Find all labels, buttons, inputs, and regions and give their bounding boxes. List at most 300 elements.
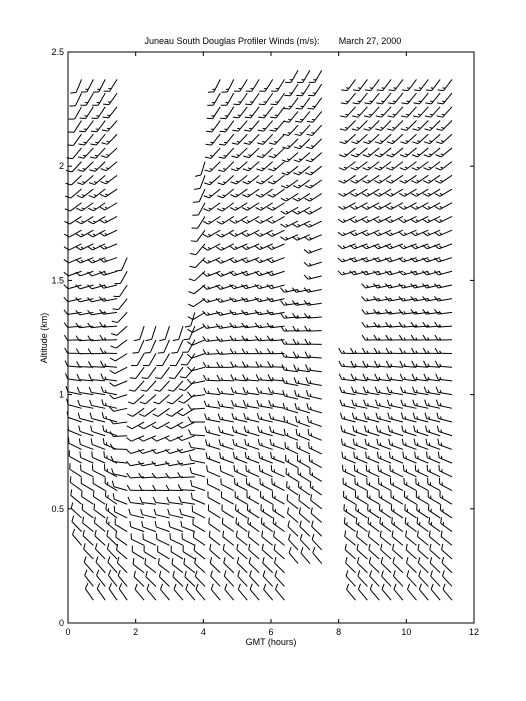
- barb-full: [426, 439, 427, 445]
- barb-full: [394, 584, 396, 590]
- barb-shaft: [222, 230, 234, 237]
- barb-shaft: [366, 432, 379, 436]
- barb-shaft: [275, 134, 285, 144]
- barb-full: [88, 247, 93, 250]
- barb-full: [257, 400, 259, 406]
- barb-full: [281, 186, 286, 188]
- barb-full: [304, 224, 309, 227]
- barb-full: [364, 103, 370, 104]
- barb-shaft: [224, 576, 234, 586]
- barb-full: [238, 570, 240, 576]
- barb-full: [242, 362, 245, 367]
- barb-shaft: [191, 408, 205, 409]
- barb-shaft: [272, 471, 285, 477]
- barb-shaft: [344, 510, 356, 518]
- wind-barb: [304, 221, 322, 227]
- barb-full: [402, 103, 408, 104]
- wind-barb: [269, 400, 285, 408]
- barb-full: [219, 144, 225, 145]
- wind-barb: [99, 258, 117, 263]
- barb-half: [368, 141, 371, 142]
- wind-barb: [393, 557, 403, 573]
- wind-barb: [154, 509, 169, 518]
- barb-full: [127, 414, 132, 417]
- wind-barb: [107, 543, 117, 559]
- barb-full: [108, 557, 110, 563]
- barb-shaft: [419, 93, 428, 104]
- barb-shaft: [158, 564, 169, 573]
- barb-full: [402, 90, 408, 91]
- x-tick-label: 10: [401, 627, 412, 637]
- barb-shaft: [263, 576, 273, 586]
- barb-full: [443, 584, 445, 590]
- wind-barb: [366, 465, 379, 477]
- wind-barb: [84, 543, 94, 559]
- barb-full: [340, 129, 346, 131]
- barb-full: [381, 557, 383, 563]
- wind-barb: [95, 543, 105, 559]
- barb-shaft: [265, 93, 273, 105]
- barb-shaft: [80, 444, 93, 449]
- barb-half: [440, 233, 442, 235]
- barb-full: [245, 117, 251, 118]
- barb-full: [102, 130, 108, 131]
- barb-full: [276, 584, 278, 590]
- barb-half: [390, 259, 392, 261]
- barb-shaft: [416, 484, 428, 491]
- barb-full: [257, 143, 263, 144]
- barb-half: [367, 246, 369, 248]
- barb-full: [352, 116, 358, 117]
- wind-barb: [340, 107, 355, 117]
- barb-shaft: [179, 326, 183, 339]
- barb-full: [268, 362, 271, 367]
- barb-half: [104, 272, 106, 274]
- barb-full: [417, 531, 418, 537]
- wind-barb: [283, 125, 298, 135]
- wind-barb: [435, 203, 452, 210]
- barb-full: [77, 183, 83, 185]
- barb-half: [428, 206, 431, 208]
- wind-barb: [170, 533, 183, 545]
- wind-barb: [184, 558, 195, 573]
- wind-barb: [268, 387, 284, 394]
- barb-full: [403, 452, 404, 458]
- barb-half: [209, 443, 210, 446]
- barb-half: [273, 194, 276, 195]
- barb-shaft: [440, 189, 452, 196]
- barb-full: [116, 531, 117, 537]
- barb-shaft: [405, 523, 416, 531]
- barb-full: [256, 374, 259, 379]
- barb-shaft: [259, 406, 273, 408]
- barb-half: [404, 259, 406, 261]
- barb-full: [95, 530, 96, 536]
- barb-half: [430, 114, 433, 115]
- barb-full: [195, 175, 201, 176]
- barb-shaft: [115, 353, 127, 360]
- barb-full: [363, 387, 365, 393]
- barb-full: [437, 103, 443, 104]
- y-tick-label: 1: [58, 389, 64, 400]
- barb-shaft: [222, 203, 233, 211]
- wind-barb: [428, 478, 441, 491]
- wind-barb: [224, 570, 234, 586]
- barb-full: [283, 121, 289, 122]
- barb-full: [352, 413, 354, 419]
- barb-shaft: [443, 576, 452, 586]
- wind-barb: [80, 107, 94, 119]
- barb-shaft: [92, 431, 105, 435]
- wind-barb: [102, 412, 117, 422]
- barb-half: [369, 128, 372, 129]
- barb-full: [412, 168, 418, 170]
- barb-full: [435, 206, 440, 209]
- wind-barb: [357, 531, 368, 546]
- barb-shaft: [429, 510, 441, 518]
- wind-barb: [308, 98, 322, 109]
- barb-shaft: [82, 497, 94, 505]
- y-axis-label: Altitude (km): [39, 312, 49, 364]
- y-tick-label: 0.5: [51, 503, 64, 514]
- wind-barb: [141, 509, 156, 518]
- wind-barb: [298, 481, 310, 495]
- barb-full: [429, 517, 430, 523]
- barb-full: [153, 402, 159, 404]
- barb-shaft: [271, 432, 284, 436]
- barb-full: [274, 544, 275, 550]
- barb-full: [138, 438, 143, 442]
- barb-full: [191, 480, 192, 486]
- barb-full: [183, 339, 189, 340]
- wind-barb: [206, 134, 221, 145]
- barb-shaft: [312, 125, 321, 135]
- barb-full: [188, 291, 194, 293]
- barb-half: [439, 272, 441, 274]
- barb-half: [355, 246, 357, 248]
- barb-shaft: [368, 523, 379, 531]
- barb-shaft: [342, 445, 355, 450]
- barb-half: [208, 299, 210, 301]
- barb-half: [345, 114, 348, 115]
- wind-barb: [131, 533, 144, 545]
- barb-full: [202, 285, 206, 289]
- barb-full: [248, 531, 249, 537]
- barb-shaft: [426, 405, 440, 408]
- barb-full: [64, 310, 68, 315]
- barb-shaft: [312, 139, 322, 149]
- wind-barb: [80, 93, 93, 105]
- wind-barb: [355, 491, 367, 504]
- barb-shaft: [428, 471, 441, 477]
- barb-half: [247, 260, 249, 262]
- barb-full: [312, 534, 314, 540]
- barb-shaft: [415, 458, 428, 463]
- barb-half: [248, 430, 249, 433]
- barb-full: [281, 352, 284, 357]
- barb-shaft: [311, 166, 322, 175]
- barb-full: [436, 142, 442, 144]
- barb-half: [309, 250, 311, 252]
- barb-shaft: [407, 589, 416, 600]
- barb-full: [289, 547, 291, 553]
- wind-barb: [207, 93, 220, 105]
- barb-shaft: [114, 408, 128, 411]
- barb-shaft: [211, 589, 220, 600]
- barb-full: [224, 570, 226, 576]
- barb-full: [354, 452, 355, 458]
- barb-full: [209, 518, 210, 524]
- barb-half: [93, 234, 96, 236]
- barb-half: [247, 247, 249, 249]
- barb-full: [340, 116, 346, 117]
- barb-shaft: [290, 84, 298, 96]
- barb-shaft: [223, 189, 234, 198]
- wind-barb: [173, 326, 183, 341]
- barb-shaft: [192, 473, 205, 477]
- barb-full: [238, 584, 240, 590]
- barb-full: [267, 207, 272, 210]
- barb-full: [376, 116, 382, 117]
- barb-full: [211, 570, 213, 576]
- barb-full: [91, 426, 92, 432]
- wind-barb: [357, 544, 367, 559]
- barb-half: [246, 299, 248, 301]
- wind-barb: [368, 504, 380, 518]
- barb-shaft: [103, 379, 117, 381]
- barb-shaft: [72, 521, 82, 531]
- wind-barb: [260, 478, 273, 490]
- wind-barb: [94, 504, 105, 518]
- wind-barb: [286, 455, 298, 468]
- barb-full: [307, 403, 308, 409]
- wind-barb: [343, 478, 356, 491]
- barb-shaft: [227, 79, 233, 91]
- barb-half: [405, 154, 408, 155]
- barb-half: [390, 272, 392, 274]
- barb-full: [147, 584, 149, 590]
- barb-full: [362, 193, 367, 196]
- barb-shaft: [273, 189, 284, 197]
- wind-barb: [262, 544, 272, 559]
- barb-full: [304, 211, 309, 214]
- barb-shaft: [391, 175, 403, 183]
- barb-full: [96, 557, 98, 563]
- wind-barb: [233, 107, 247, 118]
- barb-half: [235, 233, 238, 235]
- wind-barb: [103, 438, 117, 449]
- barb-full: [399, 245, 404, 249]
- barb-full: [77, 374, 80, 379]
- barb-half: [274, 128, 277, 129]
- wind-barb: [236, 531, 247, 546]
- wind-barb: [264, 584, 273, 600]
- wind-barb: [271, 93, 285, 105]
- barb-half: [378, 272, 380, 274]
- wind-barb: [299, 507, 310, 522]
- barb-full: [411, 181, 416, 184]
- wind-barb: [429, 531, 440, 546]
- barb-shaft: [309, 235, 322, 241]
- barb-full: [425, 116, 431, 117]
- wind-barb: [111, 456, 127, 463]
- wind-barb: [346, 557, 356, 573]
- barb-full: [352, 400, 354, 406]
- wind-barb: [304, 248, 322, 253]
- wind-barb: [110, 381, 128, 386]
- wind-barb: [188, 299, 205, 307]
- wind-barb: [210, 544, 221, 559]
- barb-full: [370, 584, 372, 590]
- barb-shaft: [391, 510, 403, 518]
- barb-full: [441, 531, 442, 537]
- wind-barb: [401, 107, 416, 117]
- barb-shaft: [272, 230, 284, 236]
- barb-shaft: [71, 508, 81, 518]
- wind-barb: [269, 413, 284, 422]
- barb-full: [295, 121, 301, 122]
- wind-barb: [365, 79, 379, 90]
- barb-full: [186, 584, 188, 590]
- barb-full: [411, 232, 416, 236]
- barb-full: [257, 413, 259, 419]
- barb-full: [399, 206, 404, 209]
- barb-half: [428, 193, 431, 194]
- barb-half: [260, 247, 262, 249]
- barb-half: [404, 298, 406, 300]
- barb-full: [293, 173, 299, 175]
- barb-full: [100, 181, 106, 183]
- wind-barb: [210, 557, 220, 573]
- barb-half: [235, 273, 237, 275]
- wind-barb: [275, 557, 285, 573]
- wind-barb: [188, 285, 205, 294]
- barb-shaft: [105, 216, 117, 223]
- barb-shaft: [443, 107, 452, 117]
- wind-barb: [390, 478, 403, 491]
- barb-shaft: [291, 70, 298, 82]
- barb-full: [442, 557, 444, 563]
- barb-half: [356, 141, 359, 142]
- barb-full: [153, 497, 155, 503]
- barb-half: [356, 154, 359, 155]
- barb-full: [100, 348, 103, 353]
- barb-full: [230, 259, 235, 263]
- barb-shaft: [274, 148, 284, 158]
- barb-full: [305, 186, 310, 188]
- barb-half: [235, 286, 237, 288]
- barb-full: [216, 260, 221, 263]
- wind-barb: [221, 478, 234, 490]
- barb-full: [256, 387, 258, 393]
- barb-full: [64, 335, 67, 340]
- barb-full: [243, 156, 249, 158]
- barb-full: [173, 339, 179, 340]
- wind-barb: [221, 491, 233, 504]
- wind-barb: [237, 544, 247, 559]
- wind-barb: [80, 451, 93, 463]
- barb-full: [374, 168, 380, 170]
- wind-barb: [392, 531, 403, 546]
- barb-shaft: [367, 497, 379, 504]
- barb-full: [100, 220, 105, 223]
- barb-full: [435, 168, 441, 170]
- barb-half: [343, 246, 345, 248]
- wind-barb: [246, 478, 259, 490]
- barb-half: [273, 168, 276, 169]
- wind-barb: [100, 348, 117, 354]
- barb-half: [344, 429, 345, 432]
- barb-full: [418, 557, 420, 563]
- barb-shaft: [404, 484, 416, 491]
- barb-shaft: [140, 326, 144, 339]
- wind-barb: [105, 477, 117, 490]
- barb-shaft: [85, 575, 94, 586]
- barb-full: [268, 387, 270, 393]
- barb-shaft: [355, 471, 368, 477]
- barb-half: [367, 220, 369, 222]
- barb-shaft: [184, 564, 195, 573]
- wind-barb: [438, 439, 452, 450]
- barb-shaft: [379, 497, 391, 504]
- wind-barb: [218, 401, 234, 409]
- barb-shaft: [298, 487, 310, 495]
- barb-shaft: [220, 393, 234, 394]
- barb-half: [247, 207, 250, 208]
- barb-shaft: [182, 539, 195, 545]
- barb-shaft: [277, 79, 284, 91]
- barb-half: [208, 260, 210, 262]
- barb-full: [400, 374, 402, 380]
- barb-full: [436, 387, 438, 393]
- barb-shaft: [145, 564, 156, 573]
- wind-barb: [134, 571, 144, 587]
- wind-barb: [270, 107, 284, 118]
- barb-half: [82, 182, 85, 183]
- barb-full: [362, 219, 367, 222]
- barb-full: [393, 570, 395, 576]
- barb-half: [221, 247, 224, 249]
- wind-barb: [246, 465, 259, 477]
- barb-full: [374, 206, 379, 209]
- barb-full: [429, 531, 430, 537]
- barb-shaft: [273, 523, 284, 531]
- wind-barb: [110, 353, 127, 360]
- barb-full: [188, 404, 191, 409]
- barb-shaft: [207, 458, 220, 463]
- barb-shaft: [367, 484, 379, 491]
- barb-shaft: [200, 175, 205, 188]
- wind-barb: [107, 530, 117, 545]
- barb-shaft: [94, 497, 106, 505]
- barb-shaft: [193, 512, 205, 518]
- barb-full: [435, 348, 438, 353]
- barb-full: [381, 544, 382, 550]
- barb-full: [141, 390, 147, 391]
- barb-shaft: [94, 510, 105, 518]
- barb-half: [261, 220, 264, 222]
- barb-shaft: [234, 445, 247, 449]
- wind-barb: [113, 299, 128, 310]
- barb-shaft: [108, 575, 117, 586]
- barb-full: [78, 413, 80, 419]
- barb-full: [139, 485, 142, 490]
- barb-shaft: [235, 497, 247, 504]
- wind-barb: [219, 148, 234, 158]
- wind-barb: [85, 570, 94, 587]
- barb-full: [387, 400, 389, 406]
- barb-full: [338, 193, 343, 196]
